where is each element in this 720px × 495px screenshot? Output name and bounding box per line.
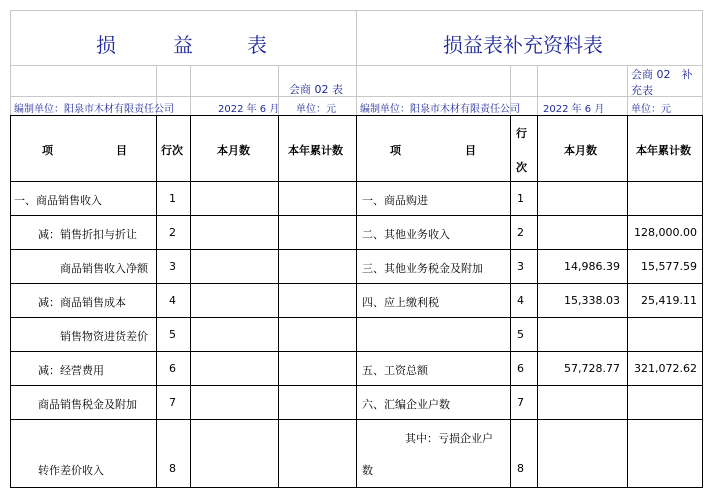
gridline (10, 10, 11, 116)
left-title-char-1: 损 (96, 33, 116, 57)
right-header-row-1: 行 (516, 127, 527, 140)
right-row-6-item: 五、工资总额 (362, 364, 428, 377)
right-row-3-month: 14,986.39 (564, 260, 620, 273)
right-row-6-ytd: 321,072.62 (634, 362, 697, 375)
right-row-5-no: 5 (517, 328, 524, 341)
left-row-6-no: 6 (169, 362, 176, 375)
gridline (356, 10, 357, 116)
right-row-3-no: 3 (517, 260, 524, 273)
left-period: 2022 年 6 月 (218, 104, 280, 115)
left-row-1-no: 1 (169, 192, 176, 205)
right-header-row-2: 次 (516, 161, 527, 174)
right-row-7-item: 六、汇编企业户数 (362, 398, 450, 411)
left-row-2-no: 2 (169, 226, 176, 239)
left-currency: 单位：元 (296, 104, 336, 115)
table-border (10, 115, 11, 488)
right-title: 损益表补充资料表 (443, 33, 603, 57)
left-header-ytd: 本年累计数 (288, 144, 343, 157)
right-row-2-item: 二、其他业务收入 (362, 228, 450, 241)
right-form-code-line2: 充表 (631, 84, 653, 97)
table-border (702, 115, 703, 488)
gridline (537, 65, 538, 116)
gridline (190, 65, 191, 116)
right-unit-label: 编制单位：阳泉市木材有限责任公司 (360, 104, 520, 115)
right-row-6-no: 6 (517, 362, 524, 375)
right-header-item-b: 目 (465, 144, 476, 157)
left-title-char-2: 益 (173, 33, 193, 57)
left-row-8-no: 8 (169, 462, 176, 475)
right-row-8-item-line1: 其中：亏损企业户 (405, 432, 493, 445)
right-row-1-item: 一、商品购进 (362, 194, 428, 207)
right-row-2-no: 2 (517, 226, 524, 239)
left-form-code: 会商 02 表 (289, 83, 343, 96)
table-border (356, 115, 357, 488)
left-row-3-item: 商品销售收入净额 (60, 262, 148, 275)
left-row-7-no: 7 (169, 396, 176, 409)
table-border (537, 115, 538, 488)
right-row-3-item: 三、其他业务税金及附加 (362, 262, 483, 275)
left-row-3-no: 3 (169, 260, 176, 273)
right-row-8-no: 8 (517, 462, 524, 475)
right-row-8-item-line2: 数 (362, 464, 373, 477)
left-header-item-a: 项 (42, 144, 53, 157)
right-header-item-a: 项 (390, 144, 401, 157)
right-header-ytd: 本年累计数 (636, 144, 691, 157)
left-row-4-no: 4 (169, 294, 176, 307)
gridline (627, 65, 628, 116)
right-period: 2022 年 6 月 (543, 104, 605, 115)
right-row-4-month: 15,338.03 (564, 294, 620, 307)
right-row-1-no: 1 (517, 192, 524, 205)
right-currency: 单位：元 (631, 104, 671, 115)
right-form-code-line1: 会商 02 补 (631, 68, 693, 81)
right-header-month: 本月数 (564, 144, 597, 157)
left-row-2-item: 减：销售折扣与折让 (38, 228, 137, 241)
table-border (156, 115, 157, 488)
left-header-row: 行次 (161, 144, 183, 157)
right-row-7-no: 7 (517, 396, 524, 409)
left-unit-label: 编制单位：阳泉市木材有限责任公司 (14, 104, 174, 115)
left-header-month: 本月数 (217, 144, 250, 157)
left-row-7-item: 商品销售税金及附加 (38, 398, 137, 411)
left-row-1-item: 一、商品销售收入 (14, 194, 102, 207)
table-border (190, 115, 191, 488)
right-row-4-no: 4 (517, 294, 524, 307)
right-row-3-ytd: 15,577.59 (641, 260, 697, 273)
right-row-2-ytd: 128,000.00 (634, 226, 697, 239)
left-row-5-item: 销售物资进货差价 (60, 330, 148, 343)
table-border (627, 115, 628, 488)
left-header-item-b: 目 (116, 144, 127, 157)
gridline (702, 10, 703, 116)
right-row-4-ytd: 25,419.11 (641, 294, 697, 307)
right-row-6-month: 57,728.77 (564, 362, 620, 375)
left-row-5-no: 5 (169, 328, 176, 341)
right-row-4-item: 四、应上缴利税 (362, 296, 439, 309)
table-border (510, 115, 511, 488)
left-title-char-3: 表 (247, 33, 267, 57)
left-row-4-item: 减：商品销售成本 (38, 296, 126, 309)
left-row-8-item: 转作差价收入 (38, 464, 104, 477)
table-border (278, 115, 279, 488)
left-row-6-item: 减：经营费用 (38, 364, 104, 377)
